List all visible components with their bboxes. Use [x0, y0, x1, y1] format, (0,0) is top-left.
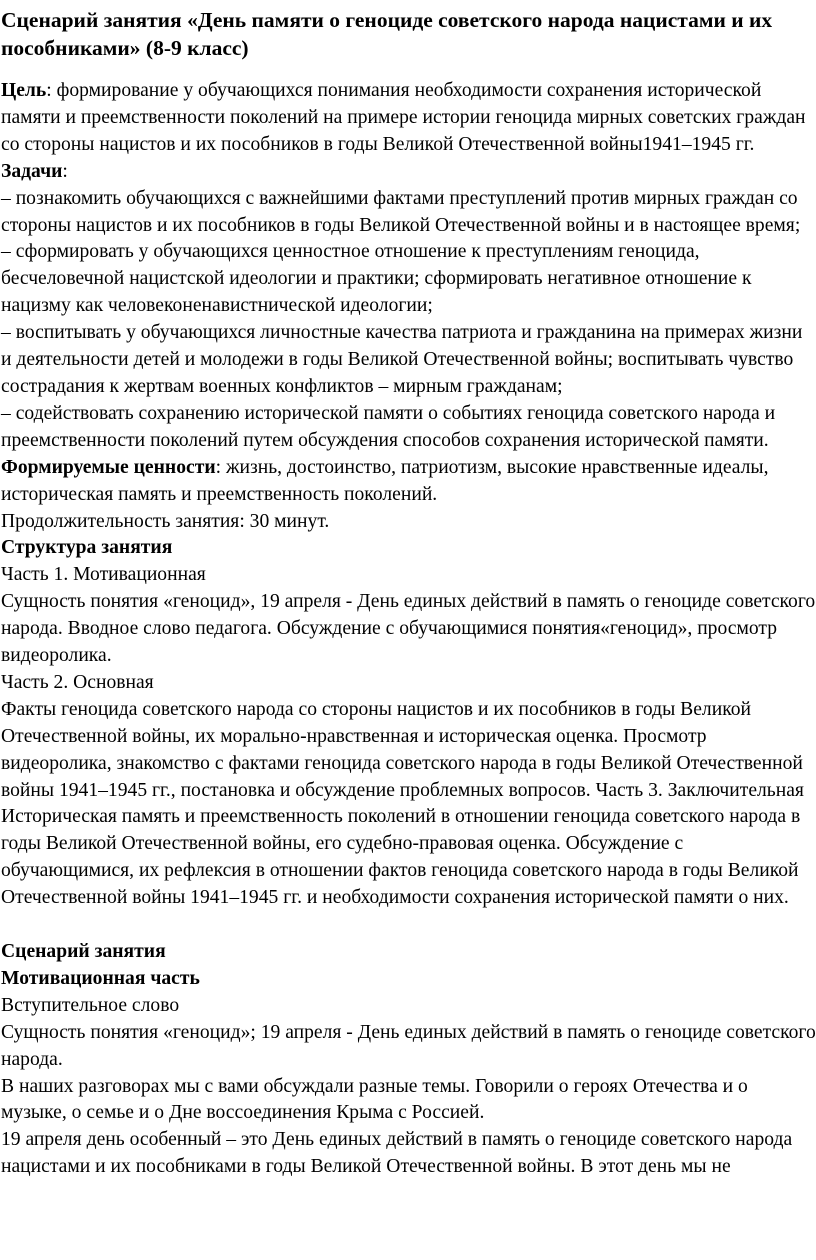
motivation-heading	[1, 966, 816, 993]
document-title: Сценарий занятия «День памяти о геноциде советского народа нацистами и их пособниками» (8-9 класс)	[1, 8, 773, 60]
tasks-heading	[1, 159, 816, 186]
part3-text: Историческая память и преемственность поколений в отношении геноцида советского народа в годы Великой Отечественной войны, его судебно-правовая оценка. Обсуждение с обучающимися, их рефлексия в отношении фактов геноцида советского народа в годы Великой Отечественной войны 1941–1945 гг. и необходимости сохранения исторической памяти о них.	[1, 806, 801, 909]
task-item: – воспитывать у обучающихся личностные качества патриота и гражданина на примерах жизни и деятельности детей и молодежи в годы Великой Отечественной войны; воспитывать чувство сострадания к жертвам военных конфликтов – мирным гражданам;	[1, 322, 803, 397]
scenario-heading	[1, 939, 816, 966]
scenario-paragraph: В наших разговорах мы с вами обсуждали разные темы. Говорили о героях Отечества и о музыке, о семье и о Дне воссоединения Крыма с Россией.	[1, 1075, 748, 1124]
intro-label: Вступительное слово	[1, 994, 180, 1016]
task-item: – содействовать сохранению исторической памяти о событиях геноцида советского народа и преемственности поколений путем обсуждения способов сохранения исторической памяти.	[1, 402, 776, 451]
structure-heading-text: Структура занятия	[1, 537, 173, 559]
tasks-label: Задачи	[1, 160, 63, 182]
motivation-heading-text: Мотивационная часть	[1, 967, 200, 989]
structure-heading	[1, 535, 816, 562]
goal-text: : формирование у обучающихся понимания необходимости сохранения исторической памяти и преемственности поколений на примере истории геноцида мирных советских граждан со стороны нацистов и их пособников в годы Великой Отечественной войны1941–1945 гг.	[1, 80, 806, 155]
scenario-heading-text: Сценарий занятия	[1, 940, 166, 962]
task-item: – сформировать у обучающихся ценностное отношение к преступлениям геноцида, бесчеловечной нацистской идеологии и практики; сформировать негативное отношение к нацизму как человеконенавистнической идеологии;	[1, 241, 752, 317]
task-item: – познакомить обучающихся с важнейшими фактами преступлений против мирных граждан со стороны нацистов и их пособников в годы Великой Отечественной войны и в настоящее время;	[1, 187, 801, 236]
values-paragraph	[1, 455, 816, 509]
goal-paragraph	[1, 78, 816, 159]
document-body	[1, 78, 816, 1181]
values-label: Формируемые ценности	[1, 456, 216, 478]
values-text: : жизнь, достоинство, патриотизм, высокие нравственные идеалы, историческая память и преемственность поколений.	[1, 456, 769, 505]
duration-text: Продолжительность занятия: 30 минут.	[1, 510, 330, 532]
scenario-paragraph: 19 апреля день особенный – это День единых действий в память о геноциде советского народа нацистами и их пособниками в годы Великой Отечественной войны. В этот день мы не	[1, 1129, 793, 1178]
part2-title: Часть 2. Основная	[1, 671, 154, 693]
blank-line	[1, 912, 816, 939]
part1-text: Сущность понятия «геноцид», 19 апреля - День единых действий в память о геноциде советского народа. Вводное слово педагога. Обсуждение с обучающимися понятия«геноцид», просмотр видеоролика.	[1, 591, 816, 667]
goal-label: Цель	[1, 80, 47, 101]
tasks-colon: :	[62, 160, 68, 182]
intro-topic: Сущность понятия «геноцид»; 19 апреля - День единых действий в память о геноциде советского народа.	[1, 1021, 816, 1070]
part2-text: Факты геноцида советского народа со стороны нацистов и их пособников в годы Великой Отечественной войны, их морально-нравственная и историческая оценка. Просмотр видеоролика, знакомство с фактами геноцида советского народа в годы Великой Отечественной войны 1941–1945 гг., постановка и обсуждение проблемных вопросов. Часть 3. Заключительная	[1, 698, 804, 801]
part1-title: Часть 1. Мотивационная	[1, 564, 206, 586]
